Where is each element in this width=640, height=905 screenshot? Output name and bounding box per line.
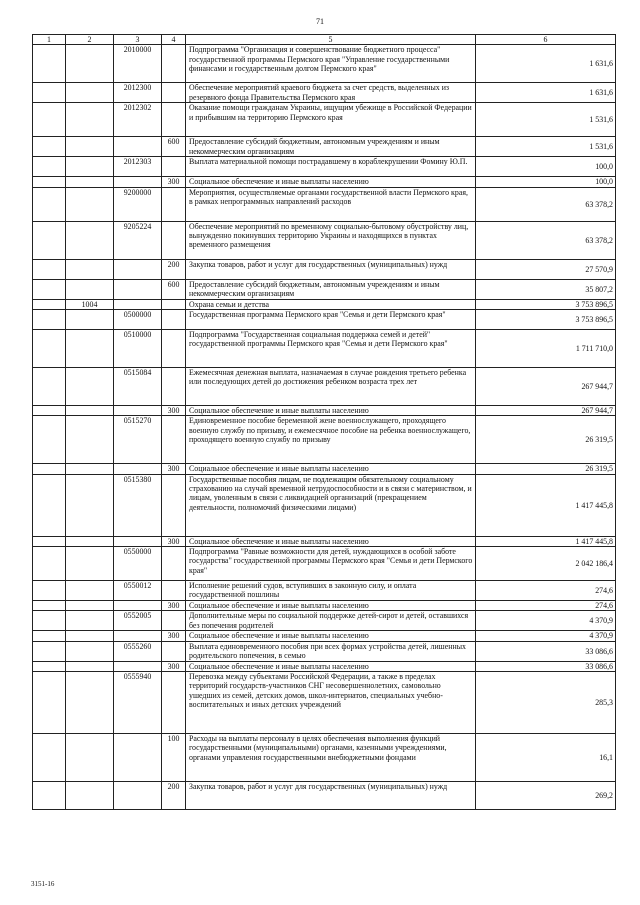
expense-type-cell: 300	[162, 631, 186, 641]
section-cell	[33, 368, 66, 406]
amount-cell: 63 378,2	[476, 221, 616, 259]
description-cell: Социальное обеспечение и иные выплаты населению	[186, 661, 476, 671]
amount-cell: 26 319,5	[476, 464, 616, 474]
target-code-cell: 2010000	[114, 45, 162, 83]
target-code-cell	[114, 631, 162, 641]
amount-cell: 267 944,7	[476, 368, 616, 406]
header-cell: 3	[114, 35, 162, 45]
amount-cell: 33 086,6	[476, 641, 616, 661]
expense-type-cell	[162, 611, 186, 631]
description-cell: Социальное обеспечение и иные выплаты населению	[186, 631, 476, 641]
table-row	[33, 406, 616, 416]
header-cell: 1	[33, 35, 66, 45]
target-code-cell	[114, 177, 162, 187]
target-code-cell	[114, 137, 162, 157]
subsection-cell	[66, 187, 114, 221]
table-row	[33, 177, 616, 187]
page-number: 71	[316, 17, 324, 26]
expense-type-cell	[162, 187, 186, 221]
header-cell: 2	[66, 35, 114, 45]
target-code-cell: 0515084	[114, 368, 162, 406]
subsection-cell	[66, 157, 114, 177]
header-cell: 5	[186, 35, 476, 45]
section-cell	[33, 782, 66, 810]
target-code-cell: 0515380	[114, 474, 162, 536]
amount-cell: 27 570,9	[476, 259, 616, 279]
table-row	[33, 672, 616, 734]
table-row	[33, 330, 616, 368]
amount-cell: 3 753 896,5	[476, 310, 616, 330]
section-cell	[33, 310, 66, 330]
subsection-cell	[66, 611, 114, 631]
target-code-cell: 2012303	[114, 157, 162, 177]
table-row	[33, 83, 616, 103]
subsection-cell	[66, 259, 114, 279]
target-code-cell	[114, 464, 162, 474]
section-cell	[33, 406, 66, 416]
section-cell	[33, 547, 66, 581]
expense-type-cell	[162, 83, 186, 103]
section-cell	[33, 611, 66, 631]
target-code-cell: 0515270	[114, 416, 162, 464]
expense-type-cell	[162, 330, 186, 368]
subsection-cell	[66, 416, 114, 464]
target-code-cell: 2012300	[114, 83, 162, 103]
target-code-cell: 0550012	[114, 581, 162, 601]
section-cell	[33, 187, 66, 221]
section-cell	[33, 157, 66, 177]
target-code-cell	[114, 299, 162, 309]
section-cell	[33, 83, 66, 103]
section-cell	[33, 279, 66, 299]
target-code-cell	[114, 782, 162, 810]
table-row	[33, 187, 616, 221]
table-row	[33, 631, 616, 641]
amount-cell: 4 370,9	[476, 611, 616, 631]
target-code-cell: 0555260	[114, 641, 162, 661]
amount-cell: 1 417 445,8	[476, 536, 616, 546]
expense-type-cell: 600	[162, 137, 186, 157]
header-cell: 6	[476, 35, 616, 45]
description-cell: Государственные пособия лицам, не подлежащим обязательному социальному страхованию на случай временной нетрудоспособности и в связи с материнством, и лицам, уволенным в связи с ликвидацией организаций (прекращением деятельности, полномочий физическими лицами)	[186, 474, 476, 536]
table-row	[33, 368, 616, 406]
description-cell: Ежемесячная денежная выплата, назначаемая в случае рождения третьего ребенка или последующих детей до достижения ребенком возраста трех лет	[186, 368, 476, 406]
subsection-cell	[66, 406, 114, 416]
table-row	[33, 416, 616, 464]
section-cell	[33, 474, 66, 536]
target-code-cell	[114, 259, 162, 279]
amount-cell: 4 370,9	[476, 631, 616, 641]
section-cell	[33, 45, 66, 83]
table-row	[33, 536, 616, 546]
section-cell	[33, 259, 66, 279]
expense-type-cell: 200	[162, 782, 186, 810]
subsection-cell	[66, 641, 114, 661]
amount-cell: 1 711 710,0	[476, 330, 616, 368]
amount-cell: 16,1	[476, 734, 616, 782]
expense-type-cell	[162, 310, 186, 330]
target-code-cell: 0552005	[114, 611, 162, 631]
description-cell: Подпрограмма "Организация и совершенствование бюджетного процесса" государственной программы Пермского края "Управление государственными финансами и государственным долгом Пермского края"	[186, 45, 476, 83]
amount-cell: 33 086,6	[476, 661, 616, 671]
section-cell	[33, 641, 66, 661]
table-row	[33, 734, 616, 782]
table-row	[33, 103, 616, 137]
expense-type-cell: 300	[162, 177, 186, 187]
target-code-cell	[114, 734, 162, 782]
target-code-cell: 9205224	[114, 221, 162, 259]
section-cell	[33, 581, 66, 601]
amount-cell: 269,2	[476, 782, 616, 810]
section-cell	[33, 221, 66, 259]
section-cell	[33, 601, 66, 611]
table-row	[33, 581, 616, 601]
header-cell: 4	[162, 35, 186, 45]
subsection-cell	[66, 83, 114, 103]
expense-type-cell: 300	[162, 661, 186, 671]
target-code-cell: 0555940	[114, 672, 162, 734]
section-cell	[33, 416, 66, 464]
subsection-cell	[66, 734, 114, 782]
document-code: 3151-16	[31, 880, 55, 888]
target-code-cell	[114, 536, 162, 546]
amount-cell: 1 531,6	[476, 137, 616, 157]
target-code-cell	[114, 601, 162, 611]
target-code-cell	[114, 406, 162, 416]
description-cell: Исполнение решений судов, вступивших в законную силу, и оплата государственной пошлины	[186, 581, 476, 601]
expense-type-cell	[162, 581, 186, 601]
subsection-cell	[66, 672, 114, 734]
table-row	[33, 547, 616, 581]
table-row	[33, 661, 616, 671]
target-code-cell	[114, 279, 162, 299]
table-row	[33, 137, 616, 157]
expense-type-cell	[162, 221, 186, 259]
description-cell: Социальное обеспечение и иные выплаты населению	[186, 177, 476, 187]
description-cell: Охрана семьи и детства	[186, 299, 476, 309]
description-cell: Социальное обеспечение и иные выплаты населению	[186, 406, 476, 416]
target-code-cell: 0550000	[114, 547, 162, 581]
subsection-cell	[66, 782, 114, 810]
expense-type-cell: 300	[162, 464, 186, 474]
amount-cell: 3 753 896,5	[476, 299, 616, 309]
expense-type-cell	[162, 299, 186, 309]
amount-cell: 26 319,5	[476, 416, 616, 464]
subsection-cell	[66, 103, 114, 137]
expense-type-cell	[162, 641, 186, 661]
table-row	[33, 611, 616, 631]
description-cell: Закупка товаров, работ и услуг для государственных (муниципальных) нужд	[186, 259, 476, 279]
expense-type-cell	[162, 157, 186, 177]
subsection-cell	[66, 45, 114, 83]
target-code-cell: 0500000	[114, 310, 162, 330]
section-cell	[33, 330, 66, 368]
subsection-cell	[66, 474, 114, 536]
description-cell: Мероприятия, осуществляемые органами государственной власти Пермского края, в рамках непрограммных направлений расходов	[186, 187, 476, 221]
subsection-cell	[66, 547, 114, 581]
section-cell	[33, 672, 66, 734]
description-cell: Единовременное пособие беременной жене военнослужащего, проходящего военную службу по призыву, и ежемесячное пособие на ребенка военнослужащего, проходящего военную службу по призыву	[186, 416, 476, 464]
amount-cell: 63 378,2	[476, 187, 616, 221]
expense-type-cell: 100	[162, 734, 186, 782]
expense-type-cell	[162, 103, 186, 137]
expense-type-cell	[162, 416, 186, 464]
section-cell	[33, 299, 66, 309]
amount-cell: 274,6	[476, 601, 616, 611]
section-cell	[33, 177, 66, 187]
description-cell: Выплата единовременного пособия при всех формах устройства детей, лишенных родительского попечения, в семью	[186, 641, 476, 661]
subsection-cell	[66, 464, 114, 474]
section-cell	[33, 631, 66, 641]
target-code-cell: 2012302	[114, 103, 162, 137]
table-row	[33, 464, 616, 474]
description-cell: Обеспечение мероприятий по временному социально-бытовому обустройству лиц, вынужденно покинувших территорию Украины и находящихся в пунктах временного размещения	[186, 221, 476, 259]
subsection-cell	[66, 330, 114, 368]
amount-cell: 1 531,6	[476, 103, 616, 137]
target-code-cell	[114, 661, 162, 671]
amount-cell: 35 807,2	[476, 279, 616, 299]
target-code-cell: 0510000	[114, 330, 162, 368]
expense-type-cell	[162, 672, 186, 734]
expense-type-cell	[162, 474, 186, 536]
description-cell: Предоставление субсидий бюджетным, автономным учреждениям и иным некоммерческим организациям	[186, 137, 476, 157]
description-cell: Оказание помощи гражданам Украины, ищущим убежище в Российской Федерации и прибывшим на территорию Пермского края	[186, 103, 476, 137]
description-cell: Социальное обеспечение и иные выплаты населению	[186, 464, 476, 474]
subsection-cell	[66, 661, 114, 671]
subsection-cell	[66, 310, 114, 330]
subsection-cell	[66, 279, 114, 299]
table-row	[33, 221, 616, 259]
description-cell: Выплата материальной помощи пострадавшему в кораблекрушении Фомину Ю.П.	[186, 157, 476, 177]
section-cell	[33, 734, 66, 782]
table-row	[33, 641, 616, 661]
expense-type-cell: 300	[162, 601, 186, 611]
table-row	[33, 310, 616, 330]
subsection-cell	[66, 137, 114, 157]
description-cell: Закупка товаров, работ и услуг для государственных (муниципальных) нужд	[186, 782, 476, 810]
description-cell: Расходы на выплаты персоналу в целях обеспечения выполнения функций государственными (муниципальными) органами, казенными учреждениями, органами управления государственными внебюджетными фондами	[186, 734, 476, 782]
amount-cell: 274,6	[476, 581, 616, 601]
amount-cell: 267 944,7	[476, 406, 616, 416]
table-header-row	[33, 35, 616, 45]
subsection-cell	[66, 536, 114, 546]
description-cell: Обеспечение мероприятий краевого бюджета за счет средств, выделенных из резервного фонда Правительства Пермского края	[186, 83, 476, 103]
section-cell	[33, 103, 66, 137]
description-cell: Перевозка между субъектами Российской Федерации, а также в пределах территорий государств-участников СНГ несовершеннолетних, самовольно ушедших из семей, детских домов, школ-интернатов, специальных учебно-воспитательных и иных детских учреждений	[186, 672, 476, 734]
description-cell: Государственная программа Пермского края "Семья и дети Пермского края"	[186, 310, 476, 330]
expense-type-cell: 600	[162, 279, 186, 299]
table-row	[33, 782, 616, 810]
expense-type-cell: 200	[162, 259, 186, 279]
expense-type-cell	[162, 547, 186, 581]
expense-type-cell: 300	[162, 406, 186, 416]
table-row	[33, 299, 616, 309]
section-cell	[33, 661, 66, 671]
description-cell: Социальное обеспечение и иные выплаты населению	[186, 536, 476, 546]
table-row	[33, 474, 616, 536]
amount-cell: 100,0	[476, 177, 616, 187]
amount-cell: 2 042 186,4	[476, 547, 616, 581]
amount-cell: 1 631,6	[476, 45, 616, 83]
description-cell: Социальное обеспечение и иные выплаты населению	[186, 601, 476, 611]
subsection-cell	[66, 631, 114, 641]
subsection-cell	[66, 177, 114, 187]
section-cell	[33, 464, 66, 474]
amount-cell: 285,3	[476, 672, 616, 734]
amount-cell: 100,0	[476, 157, 616, 177]
description-cell: Подпрограмма "Государственная социальная поддержка семей и детей" государственной программы Пермского края "Семья и дети Пермского края"	[186, 330, 476, 368]
table-row	[33, 157, 616, 177]
section-cell	[33, 536, 66, 546]
subsection-cell	[66, 601, 114, 611]
section-cell	[33, 137, 66, 157]
subsection-cell	[66, 368, 114, 406]
amount-cell: 1 631,6	[476, 83, 616, 103]
amount-cell: 1 417 445,8	[476, 474, 616, 536]
target-code-cell: 9200000	[114, 187, 162, 221]
subsection-cell	[66, 581, 114, 601]
description-cell: Предоставление субсидий бюджетным, автономным учреждениям и иным некоммерческим организациям	[186, 279, 476, 299]
expense-type-cell	[162, 368, 186, 406]
table-row	[33, 45, 616, 83]
budget-table	[32, 34, 616, 810]
subsection-cell: 1004	[66, 299, 114, 309]
table-row	[33, 259, 616, 279]
table-row	[33, 601, 616, 611]
expense-type-cell: 300	[162, 536, 186, 546]
description-cell: Дополнительные меры по социальной поддержке детей-сирот и детей, оставшихся без попечения родителей	[186, 611, 476, 631]
expense-type-cell	[162, 45, 186, 83]
description-cell: Подпрограмма "Равные возможности для детей, нуждающихся в особой заботе государства" государственной программы Пермского края "Семья и дети Пермского края"	[186, 547, 476, 581]
table-row	[33, 279, 616, 299]
subsection-cell	[66, 221, 114, 259]
